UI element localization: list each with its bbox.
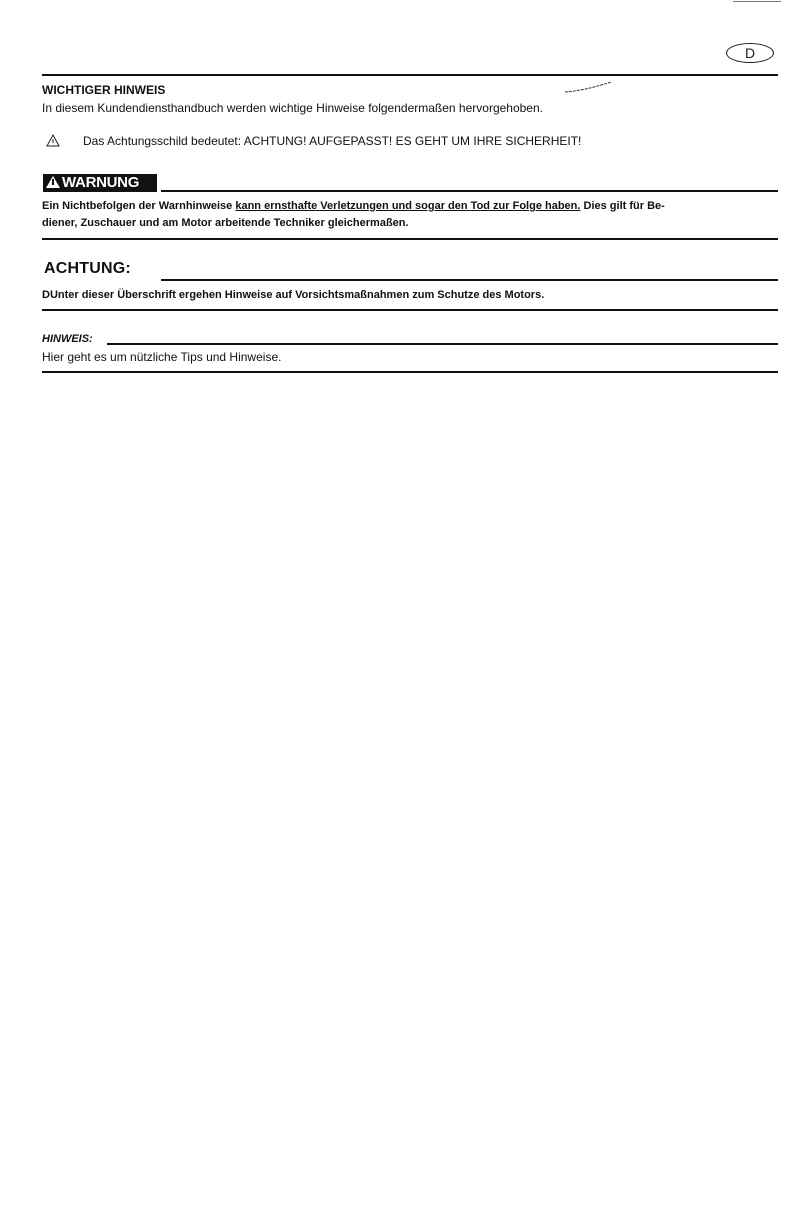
warnung-rule bbox=[161, 190, 778, 192]
warnung-text: Ein Nichtbefolgen der Warnhinweise kann ernsthafte Verletzungen und sogar den Tod zur Folge haben. Dies gilt für Be- diener, Zuschauer und am Motor arbeitende Techniker gleichermaßen. bbox=[42, 200, 665, 229]
warnung-label-text: WARNUNG bbox=[62, 174, 140, 191]
warnung-bottom-rule bbox=[42, 238, 778, 240]
hinweis-rule bbox=[107, 343, 778, 345]
warnung-label bbox=[43, 174, 157, 192]
warning-triangle-icon bbox=[46, 176, 60, 188]
warning-triangle-icon bbox=[46, 134, 60, 147]
hinweis-label: HINWEIS: bbox=[42, 333, 93, 345]
scan-mark bbox=[733, 1, 781, 2]
hinweis-bottom-rule bbox=[42, 371, 778, 373]
caution-text: Das Achtungsschild bedeutet: ACHTUNG! AUFGEPASST! ES GEHT UM IHRE SICHERHEIT! bbox=[83, 134, 582, 148]
achtung-rule bbox=[161, 279, 778, 281]
intro-text: In diesem Kundendiensthandbuch werden wichtige Hinweise folgendermaßen hervorgehoben. bbox=[42, 101, 543, 115]
achtung-text: DUnter dieser Überschrift ergehen Hinweise auf Vorsichtsmaßnahmen zum Schutze des Motors. bbox=[42, 289, 545, 301]
language-badge: D bbox=[726, 43, 774, 63]
header-rule bbox=[42, 74, 778, 76]
achtung-label: ACHTUNG: bbox=[44, 260, 131, 277]
hinweis-text: Hier geht es um nützliche Tips und Hinweise. bbox=[42, 350, 282, 364]
pen-mark bbox=[563, 80, 613, 94]
achtung-bottom-rule bbox=[42, 309, 778, 311]
intro-title: WICHTIGER HINWEIS bbox=[42, 83, 166, 97]
